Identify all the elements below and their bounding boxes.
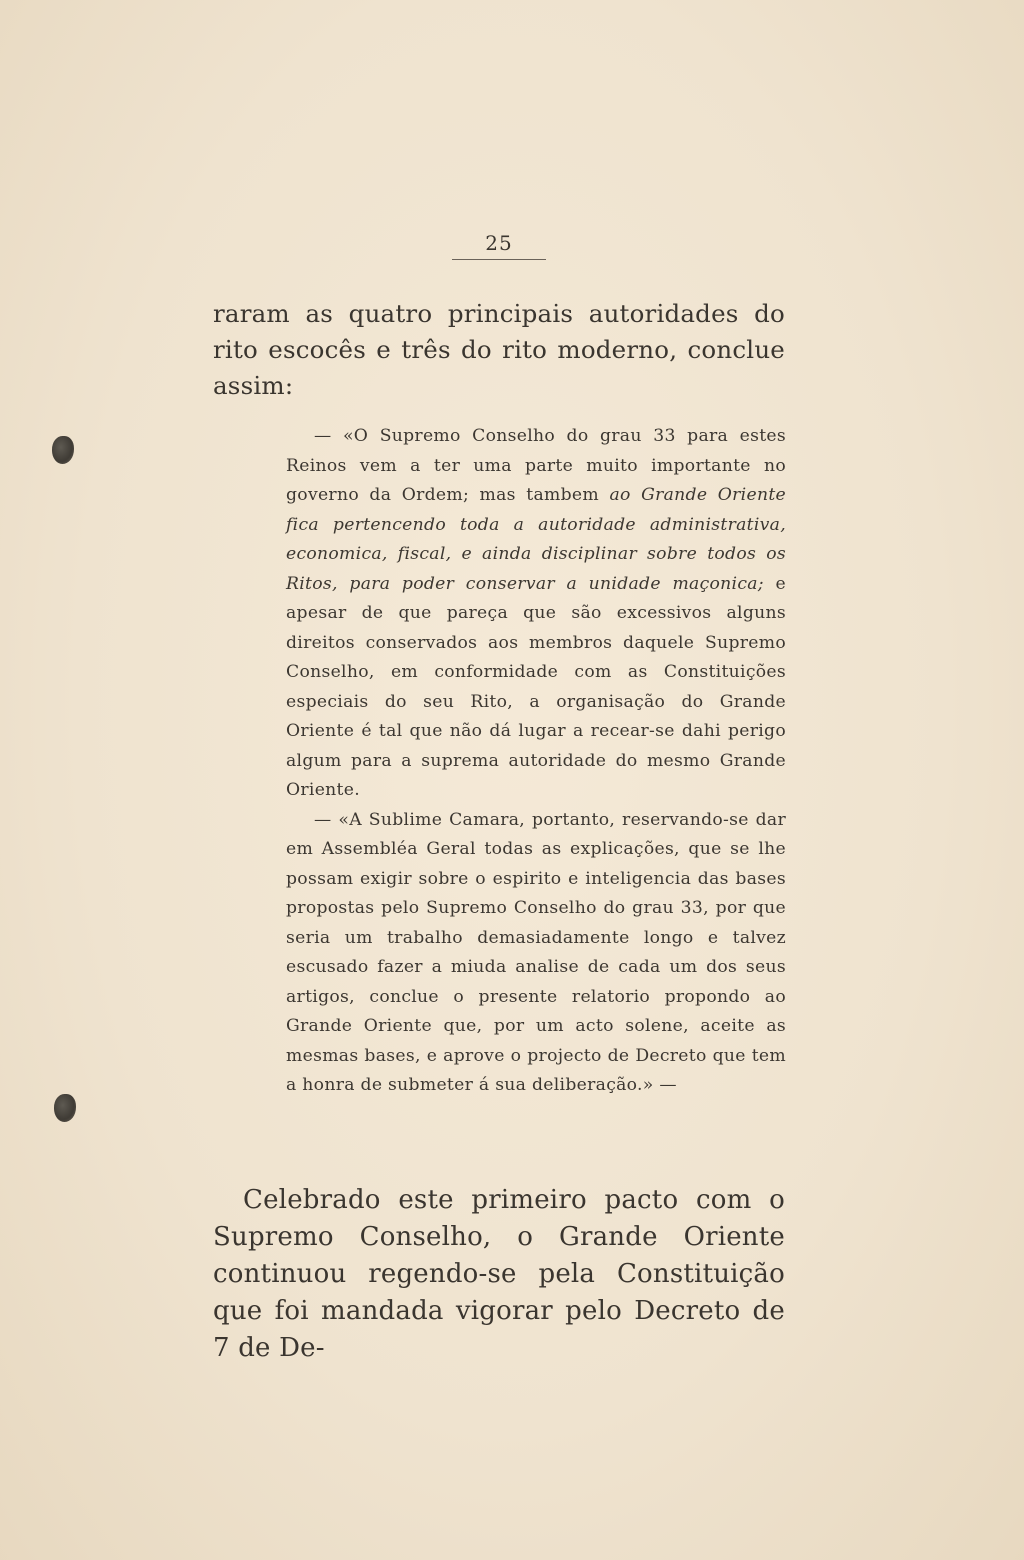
- page-number: 25: [485, 231, 513, 255]
- paragraph-top-text: raram as quatro principais autoridades do rito escocês e três do rito moderno, conclue assim:: [213, 299, 785, 400]
- quote-paragraph-1: [286, 422, 786, 806]
- paragraph-top: [213, 296, 785, 404]
- paragraph-bottom: [213, 1182, 785, 1367]
- quote-paragraph-1-end: e apesar de que pareça que são excessivos alguns direitos conservados aos membros daquele Supremo Conselho, em conformidade com as Constituições especiais do seu Rito, a organisação do Grande Oriente é tal que não dá lugar a recear-se dahi perigo algum para a suprema autoridade do mesmo Grande Oriente.: [286, 573, 786, 800]
- quote-block: [286, 422, 786, 1101]
- paragraph-bottom-text: Celebrado este primeiro pacto com o Supremo Conselho, o Grande Oriente continuou regendo-se pela Constituição que foi mandada vigorar pelo Decreto de 7 de De-: [213, 1185, 785, 1363]
- quote-paragraph-2: — «A Sublime Camara, portanto, reservando-se dar em Assembléa Geral todas as explicações, que se lhe possam exigir sobre o espirito e inteligencia das bases propostas pelo Supremo Conselho do grau 33, por que seria um trabalho demasiadamente longo e talvez escusado fazer a miuda analise de cada um dos seus artigos, conclue o presente relatorio propondo ao Grande Oriente que, por um acto solene, aceite as mesmas bases, e aprove o projecto de Decreto que tem a honra de submeter á sua deliberação.» —: [286, 809, 786, 1095]
- quote-paragraph-1-italic: ao Grande Oriente fica pertencendo toda a autoridade administrativa, economica, fiscal, e ainda disciplinar sobre todos os Ritos, para poder conservar a unidade maçonica;: [286, 485, 786, 594]
- page-number-rule: [452, 259, 546, 260]
- quote-paragraph-1-start: — «O Supremo Conselho do grau 33 para estes Reinos vem a ter uma parte muito importante no governo da Ordem; mas tambem: [286, 426, 786, 505]
